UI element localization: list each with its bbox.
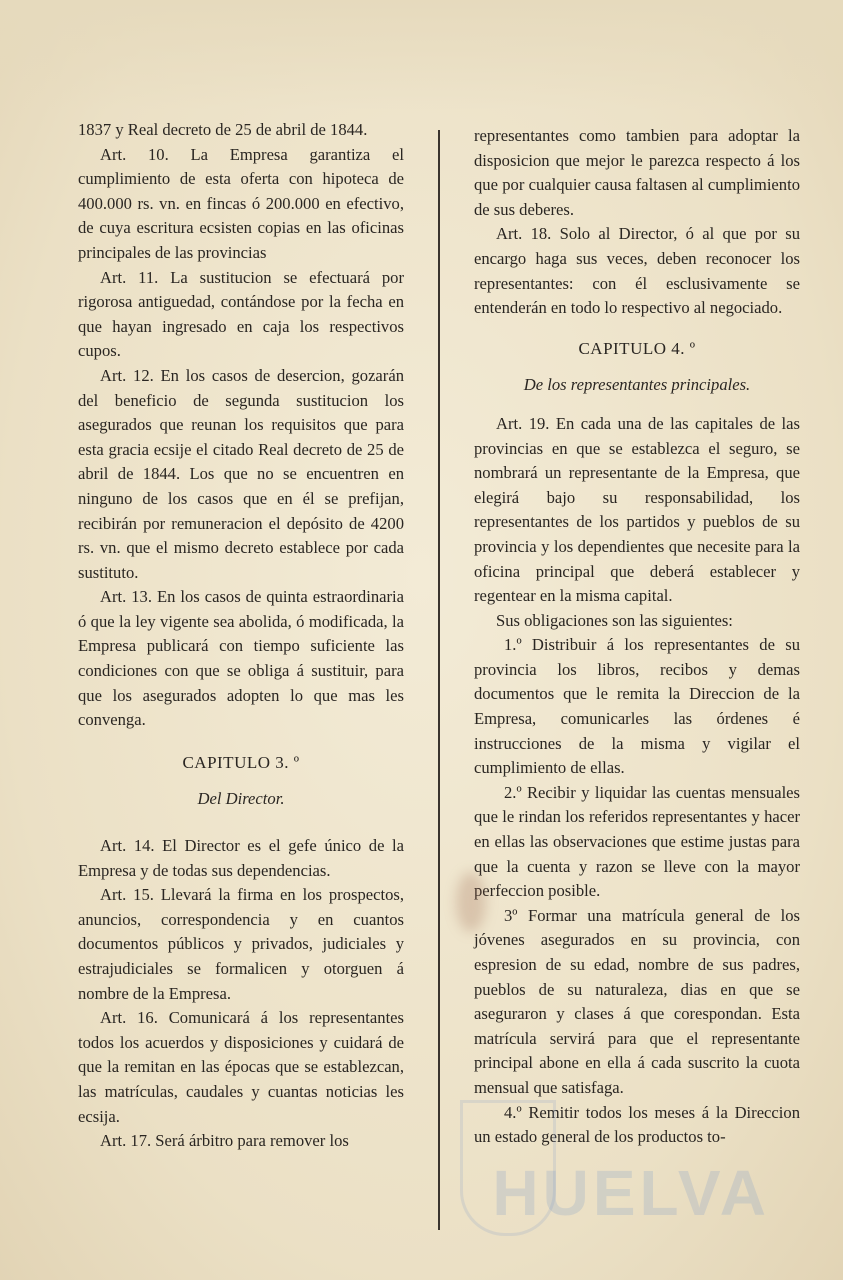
article-15: Art. 15. Llevará la firma en los prospectos, anuncios, correspondencia y en cuantos documentos públicos y privados, judiciales y estrajudiciales se formalicen y otorguen á nombre de la Empresa. — [78, 885, 404, 1003]
obligations-intro: Sus obligaciones son las siguientes: — [496, 610, 733, 630]
watermark-text: HUELVA — [492, 1157, 770, 1229]
paragraph: 1837 y Real decreto de 25 de abril de 1844. — [78, 120, 368, 139]
article-10: Art. 10. La Empresa garantiza el cumplimiento de esta oferta con hipoteca de 400.000 rs. vn. en fincas ó 200.000 en efectivo, de cuya escritura ecsisten copias en las oficinas principales de las provincias — [78, 144, 404, 262]
obligation-4: 4.º Remitir todos los meses á la Direccion un estado general de los productos to- — [474, 1102, 800, 1147]
article-14: Art. 14. El Director es el gefe único de la Empresa y de todas sus dependencias. — [78, 836, 404, 880]
article-19: Art. 19. En cada una de las capitales de las provincias en que se establezca el seguro, se nombrará un representante de la Empresa, que elegirá bajo su responsabilidad, los representantes de los partidos y pueblos de su provincia y los dependientes que necesite para la oficina principal que deberá establecer y regentear en la misma capital. — [474, 413, 800, 606]
library-watermark — [440, 1090, 800, 1250]
article-16: Art. 16. Comunicará á los representantes todos los acuerdos y disposiciones y cuidará de que la remitan en las épocas que se establezcan, las matrículas, caudales y cuantas noticias les ecsija. — [78, 1008, 404, 1126]
article-17: Art. 17. Será árbitro para remover los — [100, 1131, 349, 1151]
chapter-3-subtitle: Del Director. — [197, 789, 285, 809]
obligation-3: 3º Formar una matrícula general de los jóvenes asegurados en su provincia, con espresion de su edad, nombre de sus padres, pueblos de su naturaleza, dias en que se aseguraron y clases á que corespondan. Esta matrícula servirá para que el representante principal abone en ella á cada suscrito la cuota mensual que satisfaga. — [474, 905, 800, 1097]
article-18: Art. 18. Solo al Director, ó al que por su encargo haga sus veces, deben reconocer los representantes: con él esclusivamente se entenderán en todo lo respectivo al negociado. — [474, 224, 800, 318]
obligation-2: 2.º Recibir y liquidar las cuentas mensuales que le rindan los referidos representantes y hacer en ellas las observaciones que estime justas para que la cuenta y razon se lleve con la mayor perfeccion posible. — [474, 782, 800, 901]
right-column — [474, 124, 800, 1150]
show-through-area — [0, 0, 843, 110]
chapter-4-subtitle: De los representantes principales. — [523, 375, 751, 395]
article-13: Art. 13. En los casos de quinta estraordinaria ó que la ley vigente sea abolida, ó modificada, la Empresa publicará con tiempo suficiente las condiciones con que se obliga á sustituir, para que los asegurados adopten lo que mas les convenga. — [78, 587, 404, 730]
obligation-1: 1.º Distribuir á los representantes de su provincia los libros, recibos y demas documentos que le remita la Direccion de la Empresa, comunicarles las órdenes é instrucciones de la misma y vigilar el cumplimiento de ellas. — [474, 635, 800, 778]
paragraph: representantes como tambien para adoptar la disposicion que mejor le parezca respecto á los que por cualquier causa faltasen al cumplimiento de sus deberes. — [474, 126, 800, 219]
chapter-4-heading: CAPITULO 4. º — [578, 338, 696, 358]
paper-stain — [456, 872, 486, 932]
left-column — [78, 118, 404, 1154]
article-12: Art. 12. En los casos de desercion, gozarán del beneficio de segunda sustitucion los asegurados que reunan los requisitos que para esta gracia ecsije el citado Real decreto de 25 de abril de 1844. Los que no se encuentren en ninguno de los casos que en él se prefijan, recibirán por remuneracion el depósito de 4200 rs. vn. que el mismo decreto establece por cada sustituto. — [78, 365, 404, 582]
column-divider — [438, 130, 440, 1230]
chapter-3-heading: CAPITULO 3. º — [182, 752, 300, 772]
article-11: Art. 11. La sustitucion se efectuará por rigorosa antiguedad, contándose por la fecha en que hayan ingresado en caja los respectivos cupos. — [78, 267, 404, 361]
